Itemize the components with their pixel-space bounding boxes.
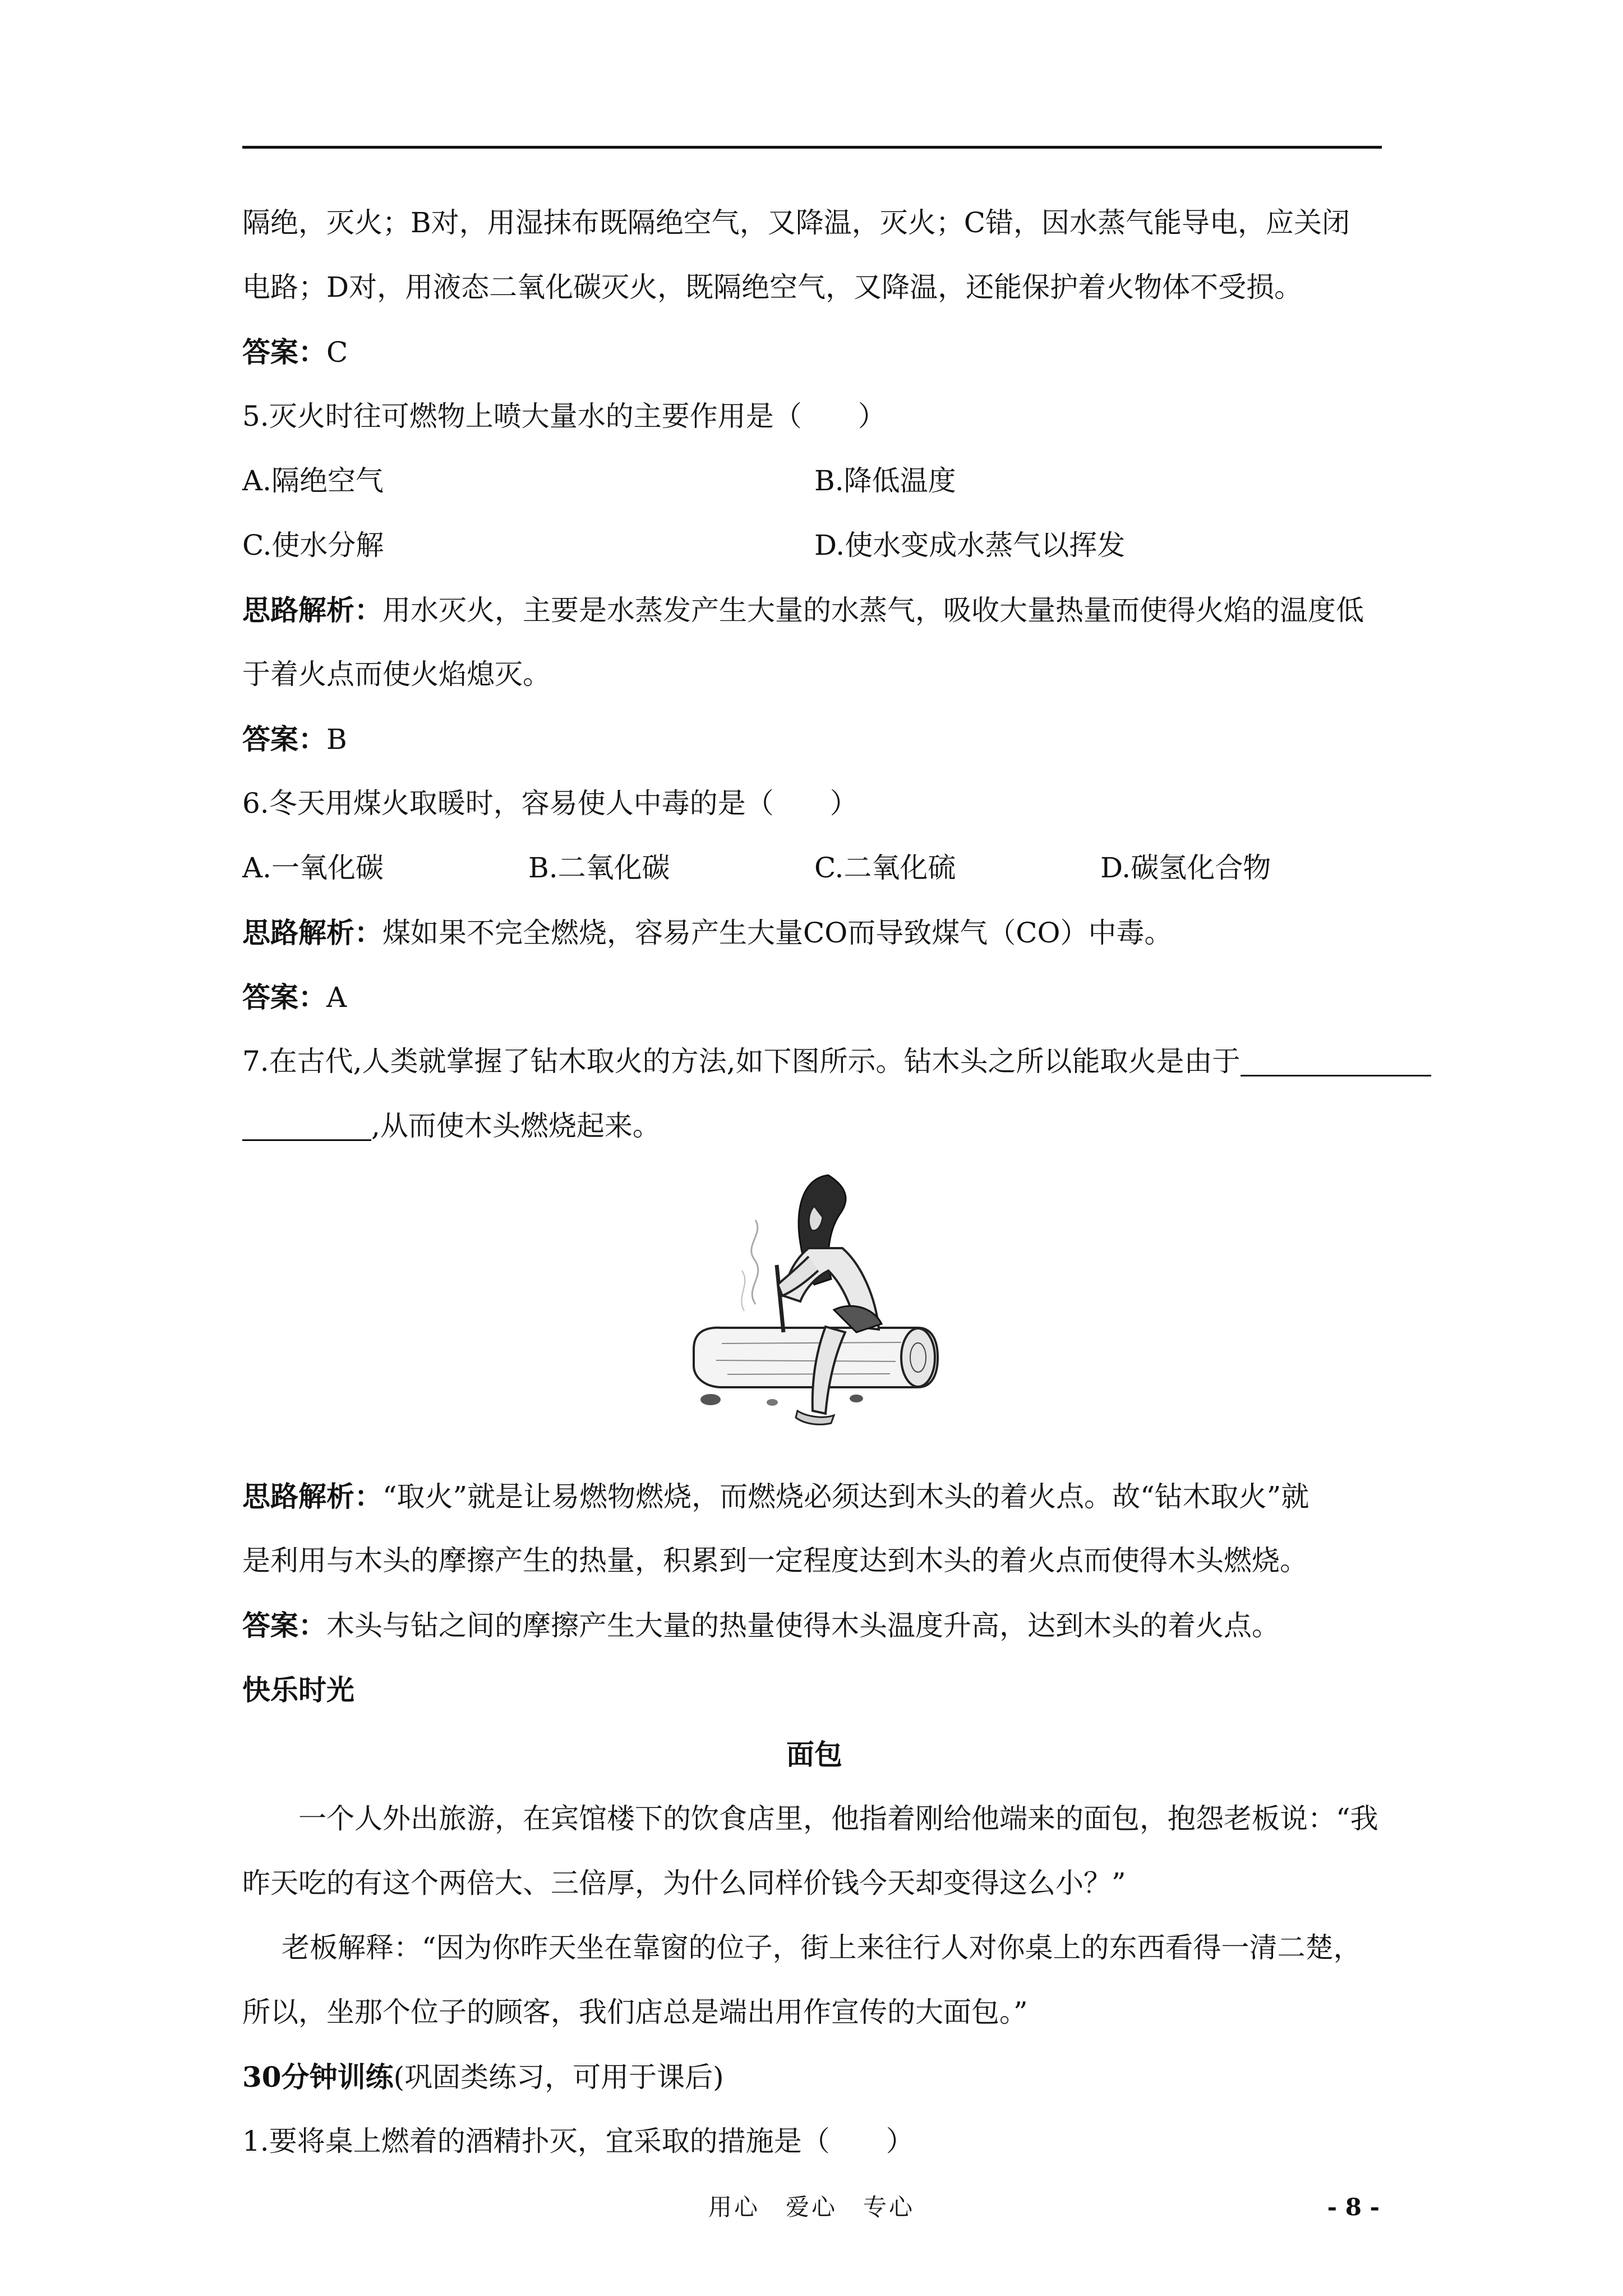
answer-value: 木头与钻之间的摩擦产生大量的热量使得木头温度升高，达到木头的着火点。 — [326, 1609, 1280, 1642]
option-a: A.隔绝空气 — [242, 464, 384, 497]
fire-drilling-illustration-icon — [688, 1164, 940, 1450]
story-paragraph-2: 老板解释：“因为你昨天坐在靠窗的位子，街上来往行人对你桌上的东西看得一清二楚， — [282, 1931, 1362, 1964]
option-d: D.使水变成水蒸气以挥发 — [814, 529, 1126, 562]
answer-6 — [242, 965, 1386, 1029]
answer-label: 答案： — [242, 335, 326, 369]
explanation-5-cont: 于着火点而使火焰熄灭。 — [242, 658, 551, 691]
option-c: C.二氧化硫 — [814, 852, 956, 884]
section-heading-happy: 快乐时光 — [242, 1673, 354, 1706]
explanation-label: 思路解析： — [242, 593, 382, 627]
question-7-text-end: ,从而使木头燃烧起来。 — [371, 1110, 661, 1142]
question-5-options-row-1 — [242, 449, 1386, 513]
answer-value: B — [326, 723, 347, 756]
explanation-7-cont: 是利用与木头的摩擦产生的热量，积累到一定程度达到木头的着火点而使得木头燃烧。 — [242, 1544, 1308, 1577]
story-title: 面包 — [786, 1738, 842, 1771]
answer-label: 答案： — [242, 981, 326, 1014]
question-5: 5.灭火时往可燃物上喷大量水的主要作用是（ ） — [242, 400, 886, 432]
answer-4 — [242, 320, 1386, 384]
section-30-title: 30分钟训练 — [242, 2060, 394, 2093]
answer-5 — [242, 707, 1386, 771]
explanation-text: “取火”就是让易燃物燃烧，而燃烧必须达到木头的着火点。故“钻木取火”就 — [382, 1480, 1310, 1513]
answer-label: 答案： — [242, 1609, 326, 1642]
figure-area — [242, 1158, 1386, 1464]
answer-blank — [1241, 1074, 1431, 1076]
explanation-5 — [242, 578, 1386, 642]
question-5-options-row-2 — [242, 513, 1386, 578]
question-1: 1.要将桌上燃着的酒精扑灭，宜采取的措施是（ ） — [242, 2125, 914, 2157]
option-b: B.降低温度 — [814, 464, 956, 497]
explanation-label: 思路解析： — [242, 1480, 382, 1513]
text-line: 电路；D对，用液态二氧化碳灭火，既隔绝空气，又降温，还能保护着火物体不受损。 — [242, 271, 1303, 303]
answer-blank — [242, 1139, 371, 1141]
option-d: D.碳氢化合物 — [1100, 852, 1271, 884]
question-7 — [242, 1029, 1386, 1094]
explanation-6 — [242, 900, 1386, 965]
section-heading-30min — [242, 2045, 1386, 2109]
header-rule — [242, 146, 1382, 149]
story-paragraph-2-cont: 所以，坐那个位子的顾客，我们店总是端出用作宣传的大面包。” — [242, 1996, 1028, 2028]
page-number: - 8 - — [1327, 2193, 1380, 2221]
answer-value: A — [326, 981, 347, 1014]
question-6-options — [242, 836, 1386, 900]
option-c: C.使水分解 — [242, 529, 384, 562]
answer-value: C — [326, 336, 348, 369]
page-content — [242, 191, 1386, 2174]
explanation-text: 用水灭火，主要是水蒸发产生大量的水蒸气，吸收大量热量而使得火焰的温度低 — [382, 594, 1364, 627]
question-6: 6.冬天用煤火取暖时，容易使人中毒的是（ ） — [242, 787, 858, 820]
footer-motto: 用心 爱心 专心 — [708, 2193, 915, 2221]
story-paragraph-1: 一个人外出旅游，在宾馆楼下的饮食店里，他指着刚给他端来的面包，抱怨老板说：“我 — [298, 1802, 1378, 1835]
question-7-text: 7.在古代,人类就掌握了钻木取火的方法,如下图所示。钻木头之所以能取火是由于 — [242, 1045, 1241, 1078]
option-b: B.二氧化碳 — [528, 852, 670, 884]
option-a: A.一氧化碳 — [242, 852, 384, 884]
section-30-note: (巩固类练习，可用于课后) — [393, 2061, 724, 2093]
question-7-cont — [242, 1094, 1386, 1158]
explanation-label: 思路解析： — [242, 916, 382, 949]
explanation-7 — [242, 1464, 1386, 1529]
explanation-text: 煤如果不完全燃烧，容易产生大量CO而导致煤气（CO）中毒。 — [382, 917, 1173, 949]
text-line: 隔绝，灭火；B对，用湿抹布既隔绝空气，又降温，灭火；C错，因水蒸气能导电，应关闭 — [242, 206, 1350, 239]
story-paragraph-1-cont: 昨天吃的有这个两倍大、三倍厚，为什么同样价钱今天却变得这么小？” — [242, 1867, 1126, 1899]
answer-7 — [242, 1593, 1386, 1658]
answer-label: 答案： — [242, 723, 326, 756]
